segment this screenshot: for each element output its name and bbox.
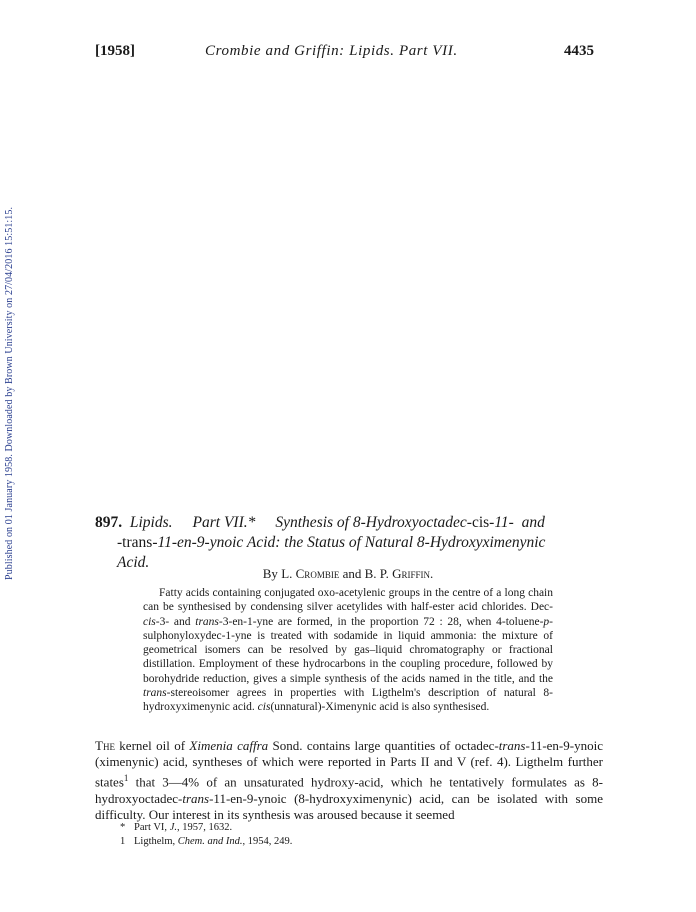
publication-stamp: Published on 01 January 1958. Downloaded by Brown University on 27/04/2016 15:51:15. [4, 206, 15, 580]
running-head-title: Crombie and Griffin: Lipids. Part VII. [205, 43, 458, 59]
footnotes [120, 821, 600, 848]
footnote: 1 Ligthelm, Chem. and Ind., 1954, 249. [120, 835, 293, 847]
abstract: Fatty acids containing conjugated oxo-acetylenic groups in the centre of a long chain can be synthesised by condensing silver acetylides with half-ester acid chlorides. Dec-cis-3- and trans-3-en-1-yne are formed, in the proportion 72 : 28, when 4-toluene-p-sulphonyloxydec-1-yne is treated with sodamide in liquid ammonia: the mixture of geometrical isomers can be resolved by gas–liquid chromatography or fractional distillation. Employment of these hydrocarbons in the coupling procedure, followed by borohydride reduction, gives a simple synthesis of the acids named in the title, and the trans-stereoisomer agrees in properties with Ligthelm's description of natural 8-hydroxyximenynic acid. cis(unnatural)-Ximenynic acid is also synthesised. [143, 587, 553, 714]
running-head-year: [1958] [95, 43, 135, 59]
article-number: 897. [95, 514, 123, 531]
author-name: Griffin. [392, 566, 434, 581]
author-name: Crombie [295, 566, 340, 581]
footnote-ref: 1 [123, 773, 129, 784]
page-number: 4435 [564, 43, 594, 59]
byline: By L. Crombie and B. P. Griffin. [262, 566, 434, 581]
body-paragraph: The kernel oil of Ximenia caffra Sond. contains large quantities of octadec-trans-11-en-9-ynoic (ximenynic) acid, syntheses of which were reported in Parts II and V (ref. 4). Ligthelm further states$^1$ that 3—4% of an unsaturated hydroxy-acid, which he tentatively formulates as 8-hydroxyoctadec-trans-11-en-9-ynoic (8-hydroxyximenynic) acid, can be isolated with some difficulty. Our interest in its synthesis was aroused because it seemed [95, 738, 603, 822]
footnote: * Part VI, J., 1957, 1632. [120, 822, 233, 833]
article-title: 897. Lipids. Part VII.* Synthesis of 8-Hydroxyoctadec-cis-11- and -trans-11-en-9-ynoic Acid: the Status of Natural 8-Hydroxyximenynic Acid. [95, 514, 546, 571]
